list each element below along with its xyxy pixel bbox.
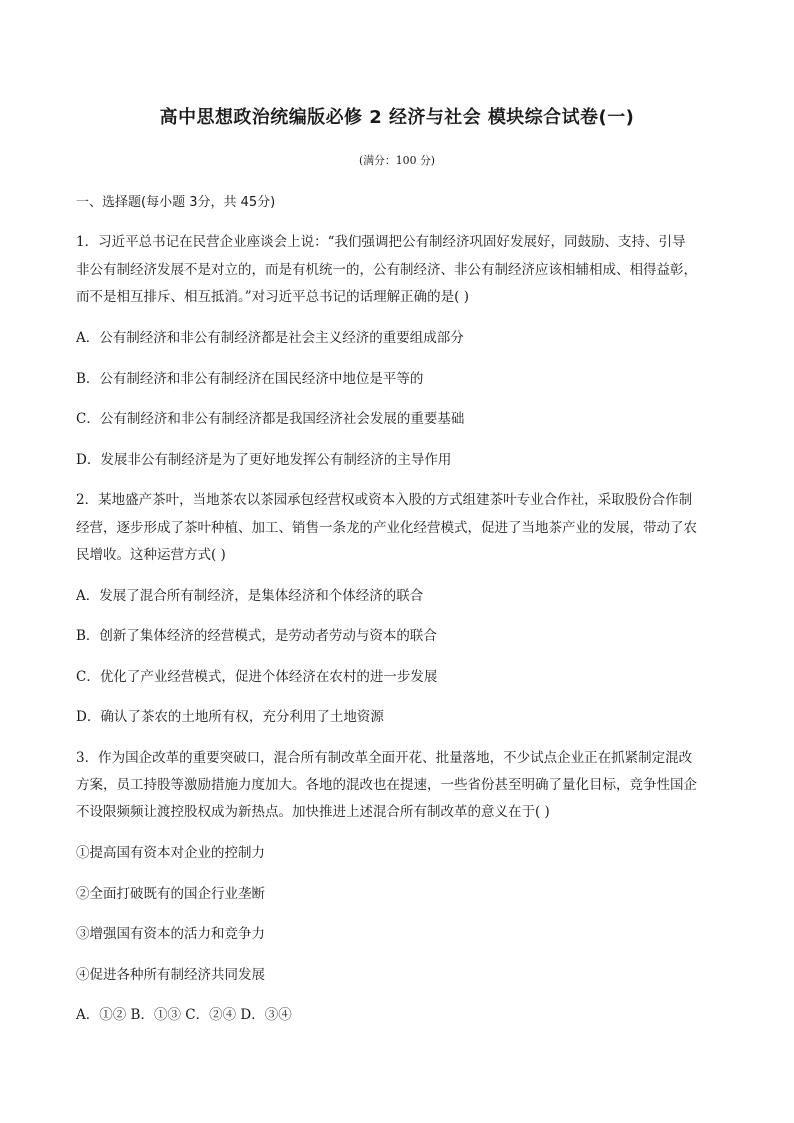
question-3-stem-line: 3．作为国企改革的重要突破口，混合所有制改革全面开花、批量落地，不少试点企业正在抓紧制定混改: [76, 750, 693, 766]
question-1-option-c: C．公有制经济和非公有制经济都是我国经济社会发展的重要基础: [76, 411, 465, 427]
question-1-option-b: B．公有制经济和非公有制经济在国民经济中地位是平等的: [76, 371, 424, 387]
question-1-stem-line: 非公有制经济发展不是对立的，而是有机统一的，公有制经济、非公有制经济应该相辅相成、相得益彰，: [76, 262, 697, 278]
question-3-stem-line: 不设限频频让渡控股权成为新热点。加快推进上述混合所有制改革的意义在于( ): [76, 804, 550, 820]
question-2-option-b: B．创新了集体经济的经营模式，是劳动者劳动与资本的联合: [76, 628, 437, 644]
question-2-option-a: A．发展了混合所有制经济，是集体经济和个体经济的联合: [76, 588, 424, 604]
question-1-stem-line: 1．习近平总书记在民营企业座谈会上说：“我们强调把公有制经济巩固好发展好，同鼓励、支持、引导: [76, 234, 686, 250]
question-3-stem-line: 方案，员工持股等激励措施力度加大。各地的混改也在提速，一些省份甚至明确了量化目标，竞争性国企: [76, 777, 697, 793]
section-heading: 一、选择题(每小题 3分，共 45分): [76, 195, 276, 210]
question-3-item-4: ④促进各种所有制经济共同发展: [76, 967, 265, 983]
question-3-item-3: ③增强国有资本的活力和竞争力: [76, 926, 265, 942]
question-2-option-c: C．优化了产业经营模式，促进个体经济在农村的进一步发展: [76, 669, 438, 685]
question-2-option-d: D．确认了茶农的土地所有权，充分利用了土地资源: [76, 709, 384, 725]
page-title: 高中思想政治统编版必修 2 经济与社会 模块综合试卷(一): [159, 107, 635, 128]
question-1-stem-line: 而不是相互排斥、相互抵消。”对习近平总书记的话理解正确的是( ): [76, 289, 469, 305]
question-3-options: A．①② B．①③ C．②④ D．③④: [76, 1007, 292, 1023]
question-3-item-2: ②全面打破既有的国企行业垄断: [76, 886, 265, 902]
question-2-stem-line: 经营，逐步形成了茶叶种植、加工、销售一条龙的产业化经营模式，促进了当地茶产业的发展，带动了农: [76, 520, 697, 536]
question-2-stem-line: 2．某地盛产茶叶，当地茶农以茶园承包经营权或资本入股的方式组建茶叶专业合作社，采取股份合作制: [76, 492, 693, 508]
question-3-item-1: ①提高国有资本对企业的控制力: [76, 845, 265, 861]
question-2-stem-line: 民增收。这种运营方式( ): [76, 547, 226, 563]
full-score-note: (满分：100 分): [358, 154, 436, 167]
question-1-option-a: A．公有制经济和非公有制经济都是社会主义经济的重要组成部分: [76, 330, 464, 346]
question-1-option-d: D．发展非公有制经济是为了更好地发挥公有制经济的主导作用: [76, 452, 452, 468]
